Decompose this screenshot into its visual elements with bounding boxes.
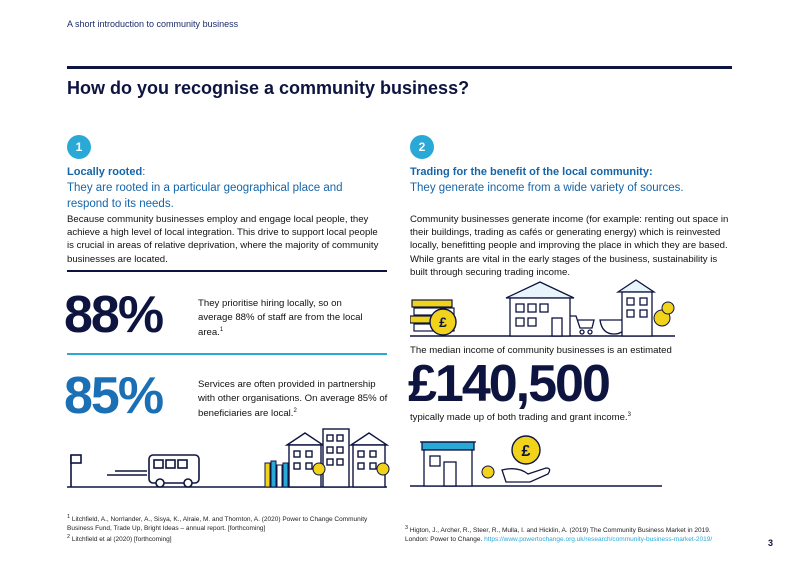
reinvestment-illustration: [410, 432, 670, 494]
community-street-illustration: [67, 425, 397, 495]
footnote-3-text: Higton, J., Archer, R., Steer, R., Mulla, I. and Hicklin, A. (2019) The Community Business Market in 2019.: [409, 527, 711, 535]
tree-icon-4: [662, 302, 674, 314]
page-title: How do you recognise a community business?: [67, 78, 470, 98]
footnote-3-publisher: London: Power to Change.: [405, 536, 483, 544]
footnote-1-number: 1: [67, 514, 71, 520]
footnote-1-text: Litchfield, A., Norrlander, A., Sisya, K., Alraie, M. and Thornton, A. (2020) Power to Change Community Business Fund, Trade Up, Bright Ideas – annual report. [forthcoming]: [67, 516, 368, 533]
svg-text:£: £: [521, 443, 531, 460]
svg-text:£: £: [439, 314, 447, 330]
shopping-trolley-icon: [570, 316, 594, 334]
footnote-2-number: 2: [67, 534, 71, 540]
section-1-subheading: They are rooted in a particular geographical place and respond to its needs.: [67, 182, 343, 210]
stat-85-footnote-ref: 2: [293, 408, 297, 414]
footnote-1: [67, 513, 387, 533]
community-centre-icon: [618, 280, 654, 336]
footnote-3-number: 3: [405, 525, 409, 531]
stat-88-footnote-ref: 1: [219, 327, 224, 333]
section-2-subheading: They generate income from a wide variety of sources.: [410, 182, 684, 194]
median-income-value: £140,500: [408, 355, 609, 413]
section-number-badge-1: 1: [67, 135, 91, 159]
stat-85-text-body: Services are often provided in partnership with other organisations. On average 85% of beneficiaries are local.: [198, 379, 388, 420]
section-2-body: Community businesses generate income (for example: renting out space in their buildings, trading as cafés or generating energy) which is reinvested locally, benefitting people and improving the place in which they are based. While grants are vital in the early stages of the business, sustainability is built through securing trading income.: [410, 214, 729, 278]
tree-icon-2: [377, 463, 389, 475]
tree-icon-5: [482, 466, 494, 478]
tree-icon-1: [313, 463, 325, 475]
building-3-roof: [351, 433, 387, 445]
bus-wheel-2: [184, 479, 192, 487]
stat-85-value: 85%: [64, 367, 163, 425]
median-note-text: typically made up of both trading and grant income.: [410, 412, 628, 424]
median-intro: The median income of community businesses is an estimated: [410, 345, 672, 356]
shop-building-icon: [506, 282, 574, 336]
section-1-body: Because community businesses employ and engage local people, they achieve a high level of local integration. This drive to support local people is crucial in areas of relative deprivation, where the majority of community businesses are located.: [67, 214, 379, 265]
building-1-roof: [287, 433, 323, 445]
footnote-2: [67, 533, 387, 544]
section-number-badge-2: 2: [410, 135, 434, 159]
section-2-heading: Trading for the benefit of the local community:: [410, 166, 653, 178]
stat-88-text-body: They prioritise hiring locally, so on average 88% of staff are from the local area.: [198, 298, 363, 339]
bus-wheel-1: [156, 479, 164, 487]
page-number: 3: [767, 538, 773, 548]
median-footnote-ref: 3: [627, 412, 631, 418]
stat-85-text: [198, 378, 393, 421]
stat-divider: [67, 353, 387, 355]
stat-88-value: 88%: [64, 286, 163, 344]
footnote-3: [405, 524, 750, 544]
local-shop-icon: [420, 442, 476, 486]
section-1-heading-colon: :: [142, 166, 146, 178]
buildings-group: [287, 429, 387, 487]
section-1-heading-text: Locally rooted: [67, 166, 143, 178]
section-1-heading: [67, 166, 145, 178]
pound-coin-icon: [430, 309, 456, 335]
footnote-3-link[interactable]: https://www.powertochange.org.uk/research/community-business-market-2019/: [484, 536, 713, 544]
footnote-2-text: Litchfield et al (2020) [forthcoming]: [71, 536, 172, 544]
title-rule: [67, 66, 732, 69]
running-header: A short introduction to community business: [67, 19, 239, 29]
median-note: [410, 409, 631, 425]
section-1-rule: [67, 270, 387, 272]
books-icon: [265, 461, 288, 487]
bus-stop-sign: [71, 455, 81, 463]
hand-holding-coin-icon: [502, 436, 550, 482]
stat-88-text: [198, 297, 363, 340]
trading-income-illustration: [410, 278, 680, 338]
